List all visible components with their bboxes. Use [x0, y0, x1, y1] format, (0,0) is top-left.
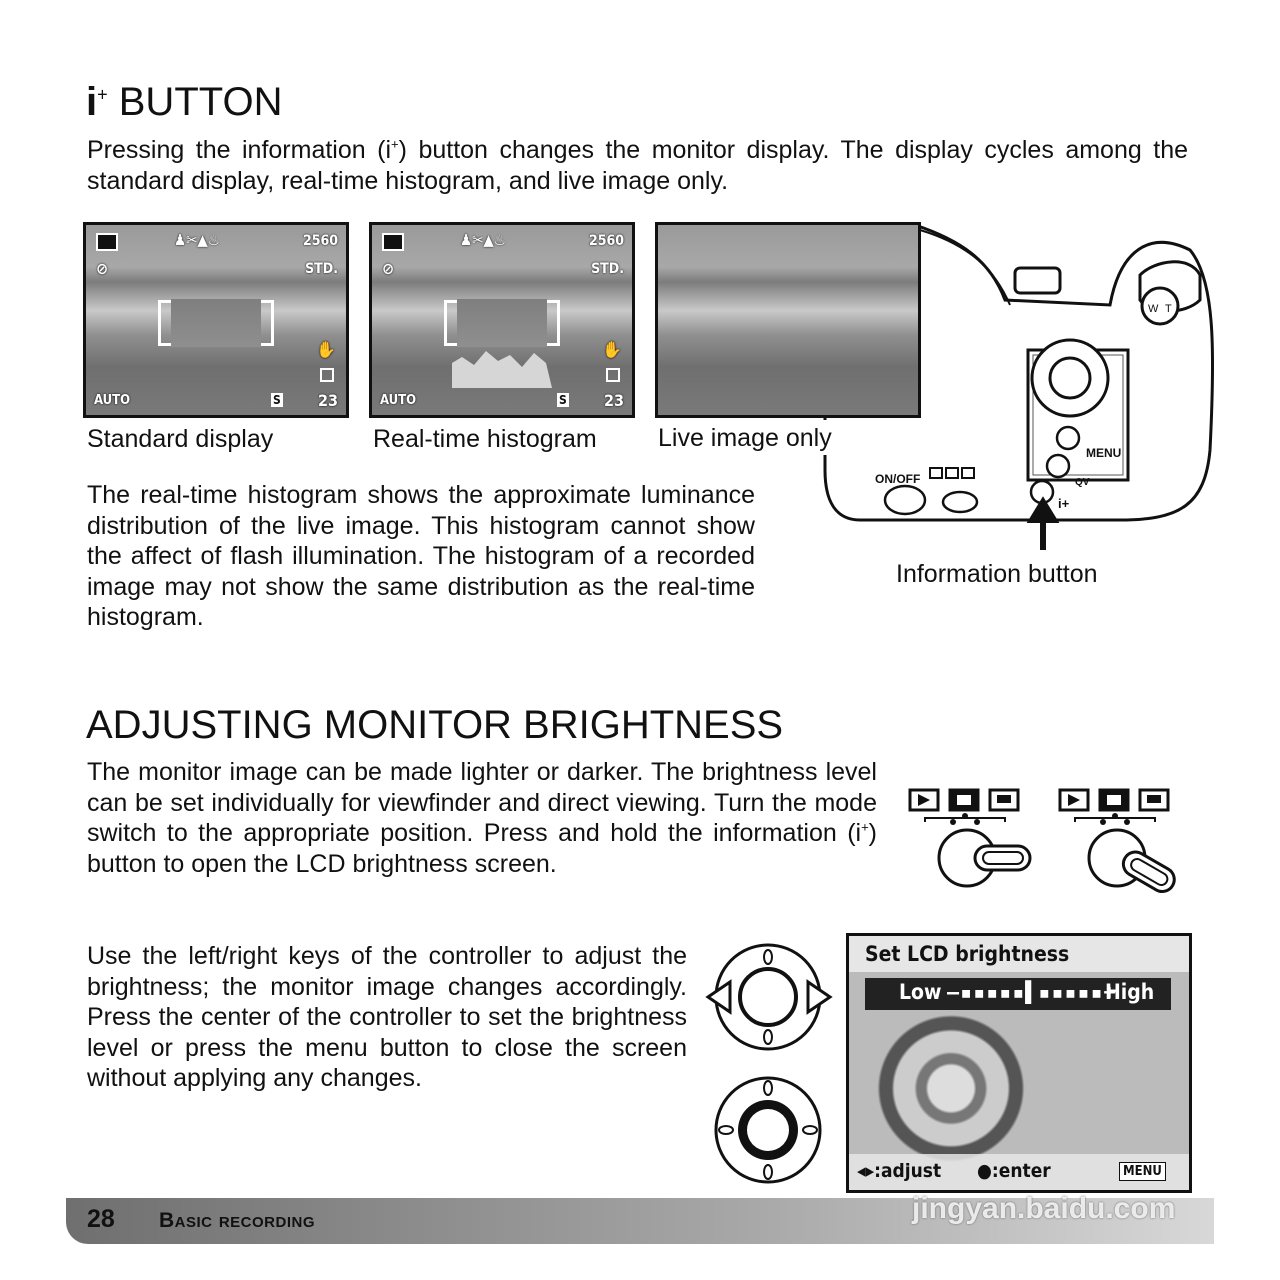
lcd-enter-hint: ●:enter — [977, 1160, 1051, 1182]
power-switch — [885, 486, 925, 514]
standard-display-screen — [83, 222, 349, 418]
drive-mode-icon — [320, 368, 334, 382]
caption-live-image-only: Live image only — [654, 420, 838, 455]
lcd-low-label: Low — [899, 980, 942, 1004]
para1-pre: The monitor image can be made lighter or darker. The brightness level can be set individually for viewfinder and direct viewing. Turn the mode switch to the appropriate position. Press and hold the information (i — [87, 758, 877, 847]
title-sup: + — [97, 84, 108, 105]
lcd-adjust-hint: ◂▸:adjust — [857, 1160, 942, 1182]
intro-post: ) button changes the monitor display. The display cycles among the standard display, real-time histogram, and live image only. — [87, 136, 1189, 195]
anti-shake-icon: ✋ — [316, 340, 336, 359]
live-image-screen — [655, 222, 921, 418]
mode-indicator: S — [273, 393, 281, 407]
auto-indicator: AUTO — [380, 393, 417, 408]
histogram-paragraph: The real-time histogram shows the approximate luminance distribution of the live image. This histogram cannot show the affect of flash illumination. The histogram of a recorded image may not show the same distribution as the real-time histogram. — [87, 481, 755, 631]
pointer-arrow-icon — [1032, 502, 1054, 550]
section-title-i-plus-button — [86, 80, 282, 125]
controller-left-right-icon — [708, 945, 830, 1049]
intro-paragraph — [87, 135, 1188, 196]
section-title-brightness: ADJUSTING MONITOR BRIGHTNESS — [86, 703, 784, 747]
onoff-label: ON/OFF — [875, 472, 921, 486]
zoom-w-label: W — [1148, 303, 1159, 315]
mode-switch-diagrams — [905, 780, 1195, 895]
mode-switch-direct — [1060, 790, 1179, 895]
lcd-menu-hint: MENU — [1119, 1162, 1166, 1181]
lcd-high-label: High — [1105, 980, 1155, 1004]
menu-button — [1057, 427, 1079, 449]
caption-standard-display: Standard display — [87, 425, 274, 453]
info-label: i+ — [1058, 496, 1070, 511]
caption-real-time-histogram: Real-time histogram — [373, 425, 597, 453]
anti-shake-icon: ✋ — [602, 340, 622, 359]
brightness-slider: –▪▪▪▪▪▌▪▪▪▪▪+ — [947, 980, 1117, 1004]
brightness-paragraph-2: Use the left/right keys of the controller to adjust the brightness; the monitor image changes accordingly. Press the center of the controller to set the brightness level or press the menu button to close the screen without applying any changes. — [87, 942, 687, 1092]
brightness-paragraph-1 — [87, 757, 877, 879]
scene-icons: ♟✂▲♨ — [174, 231, 220, 249]
mode-switch-viewfinder — [910, 790, 1030, 886]
qv-delete-button — [1047, 455, 1069, 477]
watermark-text: jingyan.baidu.com — [912, 1192, 1176, 1225]
frames-remaining: 23 — [603, 391, 624, 410]
page-number: 28 — [87, 1205, 115, 1233]
flash-off-icon: ⊘ — [96, 259, 109, 278]
lcd-brightness-screen — [846, 933, 1192, 1193]
scene-icons: ♟✂▲♨ — [460, 231, 506, 249]
footer-section-title: Basic recording — [159, 1209, 316, 1232]
information-button-callout: Information button — [896, 560, 1098, 588]
para1-post: ) button to open the LCD brightness screen. — [87, 819, 877, 878]
lcd-title: Set LCD brightness — [865, 942, 1070, 966]
para1-sup: + — [861, 819, 869, 835]
intro-pre: Pressing the information (i — [87, 136, 392, 164]
menu-label: MENU — [1086, 446, 1122, 460]
left-right-arrows-icon: ◂▸ — [857, 1160, 875, 1182]
controller-center-icon — [716, 1078, 820, 1182]
intro-sup: + — [391, 136, 399, 152]
mode-switch — [943, 492, 977, 512]
drive-mode-icon — [606, 368, 620, 382]
mode-indicator: S — [559, 393, 567, 407]
focus-frame — [444, 300, 560, 346]
center-button-icon: ● — [977, 1160, 992, 1182]
camera-mode-icon — [382, 233, 404, 251]
qv-label: QV — [1075, 477, 1090, 488]
title-text: BUTTON — [107, 80, 283, 124]
title-i-glyph: i — [86, 80, 98, 124]
histogram-display-screen — [369, 222, 635, 418]
image-count: 2560 — [588, 233, 624, 249]
controller-diagrams — [700, 940, 840, 1190]
histogram-graph — [452, 343, 552, 388]
frames-remaining: 23 — [317, 391, 338, 410]
flash-off-icon: ⊘ — [382, 259, 395, 278]
zoom-t-label: T — [1165, 303, 1172, 315]
camera-mode-icon — [96, 233, 118, 251]
quality-indicator: STD. — [591, 261, 624, 277]
viewfinder-eyepiece — [1015, 268, 1060, 293]
auto-indicator: AUTO — [94, 393, 131, 408]
image-count: 2560 — [302, 233, 338, 249]
focus-frame — [158, 300, 274, 346]
quality-indicator: STD. — [305, 261, 338, 277]
